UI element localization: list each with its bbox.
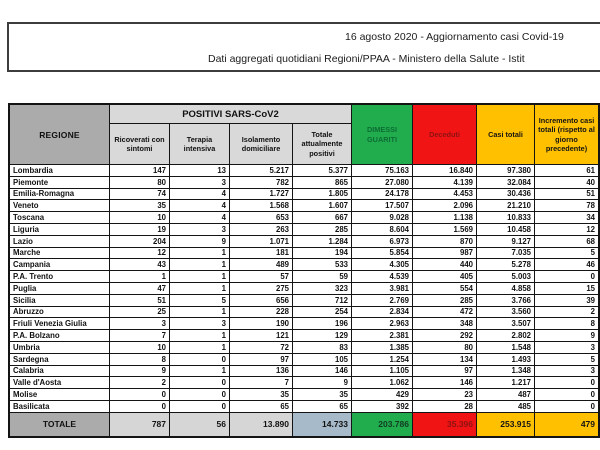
value-cell: 32.084	[477, 177, 535, 189]
value-cell: 4	[170, 189, 230, 201]
value-cell: 487	[477, 389, 535, 401]
value-cell: 1.284	[293, 236, 352, 248]
value-cell: 0	[170, 401, 230, 413]
region-name: Lombardia	[10, 165, 110, 177]
column-group-header-positivi: POSITIVI SARS-CoV2	[110, 105, 352, 124]
table-row	[10, 377, 598, 389]
value-cell: 43	[110, 259, 170, 271]
value-cell: 51	[110, 295, 170, 307]
value-cell: 292	[413, 330, 477, 342]
value-cell: 2	[110, 377, 170, 389]
value-cell: 440	[413, 259, 477, 271]
region-name: Piemonte	[10, 177, 110, 189]
value-cell: 16.840	[413, 165, 477, 177]
value-cell: 870	[413, 236, 477, 248]
region-name: Lazio	[10, 236, 110, 248]
table-row	[10, 307, 598, 319]
value-cell: 8.604	[352, 224, 413, 236]
region-name: Veneto	[10, 200, 110, 212]
value-cell: 3	[170, 177, 230, 189]
value-cell: 1	[170, 283, 230, 295]
value-cell: 34	[535, 212, 598, 224]
region-name: Abruzzo	[10, 307, 110, 319]
value-cell: 1	[170, 330, 230, 342]
value-cell: 1.569	[413, 224, 477, 236]
value-cell: 263	[230, 224, 293, 236]
value-cell: 1.805	[293, 189, 352, 201]
value-cell: 4	[170, 200, 230, 212]
region-name: P.A. Bolzano	[10, 330, 110, 342]
value-cell: 1.062	[352, 377, 413, 389]
value-cell: 35	[230, 389, 293, 401]
value-cell: 1.217	[477, 377, 535, 389]
value-cell: 0	[535, 271, 598, 283]
value-cell: 782	[230, 177, 293, 189]
value-cell: 0	[170, 377, 230, 389]
value-cell: 5.377	[293, 165, 352, 177]
table-row	[10, 165, 598, 177]
table-row	[10, 248, 598, 260]
value-cell: 35	[110, 200, 170, 212]
total-incremento: 479	[535, 413, 598, 436]
value-cell: 5	[170, 295, 230, 307]
value-cell: 0	[535, 377, 598, 389]
value-cell: 2.834	[352, 307, 413, 319]
value-cell: 13	[170, 165, 230, 177]
table-row	[10, 283, 598, 295]
table-row	[10, 177, 598, 189]
value-cell: 429	[352, 389, 413, 401]
value-cell: 10.833	[477, 212, 535, 224]
value-cell: 1.568	[230, 200, 293, 212]
total-attualmente-positivi: 14.733	[293, 413, 352, 436]
value-cell: 489	[230, 259, 293, 271]
value-cell: 136	[230, 366, 293, 378]
value-cell: 65	[293, 401, 352, 413]
value-cell: 35	[293, 389, 352, 401]
value-cell: 51	[535, 189, 598, 201]
column-header-ricoverati: Ricoverati con sintomi	[110, 124, 170, 165]
column-header-totale-positivi: Totale attualmente positivi	[293, 124, 352, 165]
region-name: Umbria	[10, 342, 110, 354]
value-cell: 204	[110, 236, 170, 248]
value-cell: 5	[535, 248, 598, 260]
value-cell: 1.385	[352, 342, 413, 354]
table-row	[10, 389, 598, 401]
value-cell: 80	[110, 177, 170, 189]
value-cell: 61	[535, 165, 598, 177]
column-header-isolamento: Isolamento domiciliare	[230, 124, 293, 165]
value-cell: 4.139	[413, 177, 477, 189]
table-row	[10, 330, 598, 342]
value-cell: 97.380	[477, 165, 535, 177]
table-row	[10, 354, 598, 366]
value-cell: 59	[293, 271, 352, 283]
value-cell: 3.560	[477, 307, 535, 319]
value-cell: 2.802	[477, 330, 535, 342]
value-cell: 0	[110, 389, 170, 401]
value-cell: 9.127	[477, 236, 535, 248]
value-cell: 5.278	[477, 259, 535, 271]
value-cell: 1	[170, 271, 230, 283]
value-cell: 7.035	[477, 248, 535, 260]
value-cell: 105	[293, 354, 352, 366]
region-name: Sardegna	[10, 354, 110, 366]
column-header-terapia-intensiva: Terapia intensiva	[170, 124, 230, 165]
column-header-dimessi-guariti: DIMESSI GUARITI	[352, 105, 413, 165]
region-name: Basilicata	[10, 401, 110, 413]
region-name: Valle d'Aosta	[10, 377, 110, 389]
total-ricoverati: 787	[110, 413, 170, 436]
value-cell: 3	[535, 342, 598, 354]
value-cell: 2.096	[413, 200, 477, 212]
value-cell: 9	[293, 377, 352, 389]
value-cell: 3	[110, 318, 170, 330]
value-cell: 3	[535, 366, 598, 378]
value-cell: 121	[230, 330, 293, 342]
value-cell: 146	[293, 366, 352, 378]
value-cell: 3	[170, 224, 230, 236]
value-cell: 653	[230, 212, 293, 224]
value-cell: 1	[170, 366, 230, 378]
region-name: Campania	[10, 259, 110, 271]
value-cell: 9.028	[352, 212, 413, 224]
value-cell: 25	[110, 307, 170, 319]
value-cell: 5	[535, 354, 598, 366]
table-row	[10, 259, 598, 271]
value-cell: 23	[413, 389, 477, 401]
value-cell: 40	[535, 177, 598, 189]
value-cell: 12	[110, 248, 170, 260]
value-cell: 0	[170, 354, 230, 366]
value-cell: 1.071	[230, 236, 293, 248]
value-cell: 97	[413, 366, 477, 378]
title-box	[7, 22, 600, 72]
value-cell: 348	[413, 318, 477, 330]
value-cell: 254	[293, 307, 352, 319]
total-dimessi-guariti: 203.786	[352, 413, 413, 436]
region-name: P.A. Trento	[10, 271, 110, 283]
value-cell: 285	[413, 295, 477, 307]
value-cell: 1.138	[413, 212, 477, 224]
value-cell: 17.507	[352, 200, 413, 212]
column-header-casi-totali: Casi totali	[477, 105, 535, 165]
value-cell: 7	[230, 377, 293, 389]
total-row-label: TOTALE	[10, 413, 110, 436]
value-cell: 134	[413, 354, 477, 366]
table-row	[10, 366, 598, 378]
value-cell: 10	[110, 212, 170, 224]
table-body	[10, 165, 598, 413]
value-cell: 3.507	[477, 318, 535, 330]
table-header	[10, 105, 598, 165]
value-cell: 15	[535, 283, 598, 295]
value-cell: 65	[230, 401, 293, 413]
value-cell: 9	[535, 330, 598, 342]
table-row	[10, 318, 598, 330]
value-cell: 2	[535, 307, 598, 319]
value-cell: 1	[170, 342, 230, 354]
column-header-regione: REGIONE	[10, 105, 110, 165]
value-cell: 712	[293, 295, 352, 307]
region-name: Puglia	[10, 283, 110, 295]
table-row	[10, 212, 598, 224]
value-cell: 1.493	[477, 354, 535, 366]
value-cell: 865	[293, 177, 352, 189]
total-terapia-intensiva: 56	[170, 413, 230, 436]
value-cell: 9	[110, 366, 170, 378]
table-row	[10, 224, 598, 236]
value-cell: 1	[110, 271, 170, 283]
region-name: Liguria	[10, 224, 110, 236]
value-cell: 554	[413, 283, 477, 295]
table-row	[10, 189, 598, 201]
value-cell: 1.105	[352, 366, 413, 378]
value-cell: 656	[230, 295, 293, 307]
value-cell: 196	[293, 318, 352, 330]
value-cell: 987	[413, 248, 477, 260]
value-cell: 12	[535, 224, 598, 236]
value-cell: 7	[110, 330, 170, 342]
column-header-incremento: Incremento casi totali (rispetto al giorno precedente)	[535, 105, 598, 165]
value-cell: 5.003	[477, 271, 535, 283]
value-cell: 285	[293, 224, 352, 236]
value-cell: 4.858	[477, 283, 535, 295]
value-cell: 4.539	[352, 271, 413, 283]
covid-data-table	[8, 103, 600, 438]
value-cell: 27.080	[352, 177, 413, 189]
value-cell: 1.727	[230, 189, 293, 201]
value-cell: 97	[230, 354, 293, 366]
total-casi-totali: 253.915	[477, 413, 535, 436]
value-cell: 3	[170, 318, 230, 330]
region-name: Calabria	[10, 366, 110, 378]
value-cell: 24.178	[352, 189, 413, 201]
value-cell: 75.163	[352, 165, 413, 177]
region-name: Emilia-Romagna	[10, 189, 110, 201]
value-cell: 1.348	[477, 366, 535, 378]
value-cell: 0	[170, 389, 230, 401]
value-cell: 78	[535, 200, 598, 212]
value-cell: 0	[110, 401, 170, 413]
value-cell: 4.305	[352, 259, 413, 271]
value-cell: 1.607	[293, 200, 352, 212]
value-cell: 228	[230, 307, 293, 319]
value-cell: 129	[293, 330, 352, 342]
region-name: Marche	[10, 248, 110, 260]
value-cell: 3.766	[477, 295, 535, 307]
value-cell: 1.548	[477, 342, 535, 354]
value-cell: 68	[535, 236, 598, 248]
value-cell: 3.981	[352, 283, 413, 295]
total-isolamento: 13.890	[230, 413, 293, 436]
value-cell: 4.453	[413, 189, 477, 201]
value-cell: 181	[230, 248, 293, 260]
value-cell: 1.254	[352, 354, 413, 366]
value-cell: 47	[110, 283, 170, 295]
value-cell: 9	[170, 236, 230, 248]
value-cell: 46	[535, 259, 598, 271]
value-cell: 1	[170, 259, 230, 271]
table-row	[10, 342, 598, 354]
table-row	[10, 401, 598, 413]
value-cell: 5.217	[230, 165, 293, 177]
value-cell: 8	[535, 318, 598, 330]
table-row	[10, 271, 598, 283]
region-name: Molise	[10, 389, 110, 401]
value-cell: 80	[413, 342, 477, 354]
value-cell: 275	[230, 283, 293, 295]
value-cell: 190	[230, 318, 293, 330]
value-cell: 2.769	[352, 295, 413, 307]
report-source-subtitle: Dati aggregati quotidiani Regioni/PPAA - Ministero della Salute - Istit	[208, 53, 525, 65]
value-cell: 194	[293, 248, 352, 260]
value-cell: 21.210	[477, 200, 535, 212]
region-name: Sicilia	[10, 295, 110, 307]
value-cell: 39	[535, 295, 598, 307]
value-cell: 533	[293, 259, 352, 271]
table-row	[10, 236, 598, 248]
value-cell: 1	[170, 307, 230, 319]
value-cell: 10	[110, 342, 170, 354]
value-cell: 19	[110, 224, 170, 236]
value-cell: 485	[477, 401, 535, 413]
total-row	[10, 413, 598, 436]
region-name: Friuli Venezia Giulia	[10, 318, 110, 330]
table-row	[10, 295, 598, 307]
value-cell: 74	[110, 189, 170, 201]
report-date-title: 16 agosto 2020 - Aggiornamento casi Covid-19	[345, 31, 564, 43]
value-cell: 83	[293, 342, 352, 354]
value-cell: 147	[110, 165, 170, 177]
value-cell: 2.381	[352, 330, 413, 342]
value-cell: 392	[352, 401, 413, 413]
region-name: Toscana	[10, 212, 110, 224]
value-cell: 28	[413, 401, 477, 413]
value-cell: 323	[293, 283, 352, 295]
value-cell: 8	[110, 354, 170, 366]
value-cell: 30.436	[477, 189, 535, 201]
value-cell: 1	[170, 248, 230, 260]
value-cell: 146	[413, 377, 477, 389]
value-cell: 6.973	[352, 236, 413, 248]
value-cell: 4	[170, 212, 230, 224]
table-row	[10, 200, 598, 212]
value-cell: 57	[230, 271, 293, 283]
value-cell: 667	[293, 212, 352, 224]
value-cell: 472	[413, 307, 477, 319]
value-cell: 5.854	[352, 248, 413, 260]
value-cell: 0	[535, 389, 598, 401]
column-header-deceduti: Deceduti	[413, 105, 477, 165]
value-cell: 10.458	[477, 224, 535, 236]
value-cell: 0	[535, 401, 598, 413]
value-cell: 72	[230, 342, 293, 354]
value-cell: 405	[413, 271, 477, 283]
total-deceduti: 35.396	[413, 413, 477, 436]
value-cell: 2.963	[352, 318, 413, 330]
